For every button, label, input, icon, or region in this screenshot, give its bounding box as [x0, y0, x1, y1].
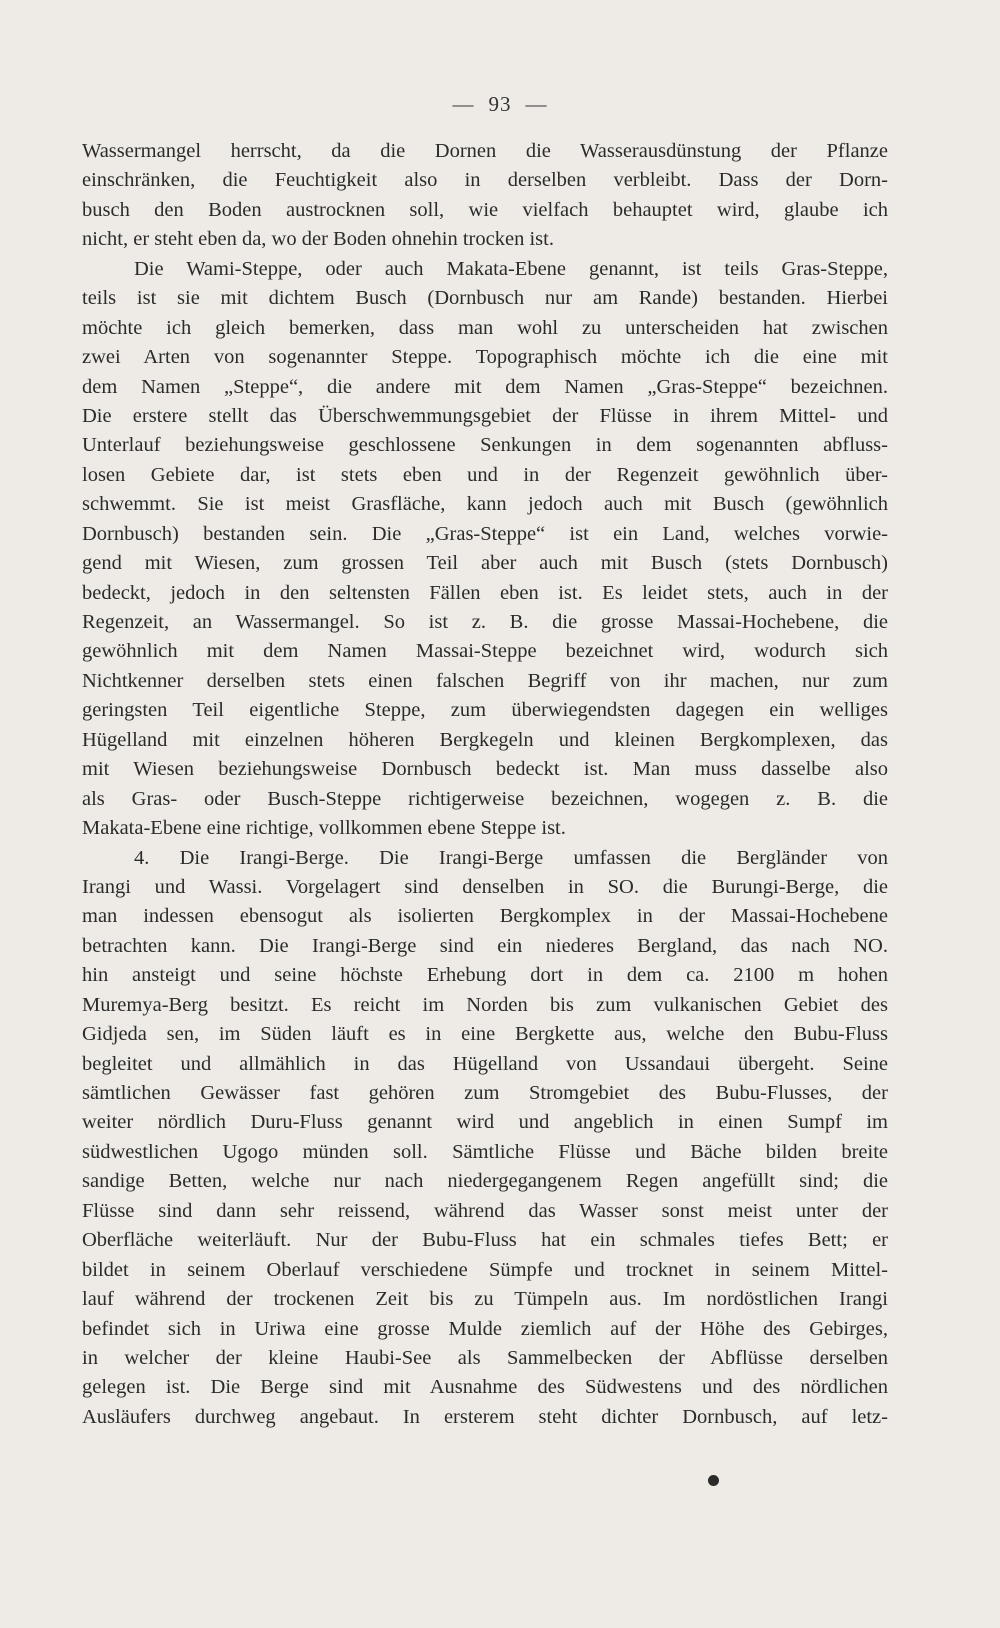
text-line: gewöhnlich mit dem Namen Massai-Steppe bezeichnet wird, wodurch sich: [82, 640, 888, 663]
text-line: losen Gebiete dar, ist stets eben und in der Regenzeit gewöhnlich über-: [82, 463, 888, 486]
bullet-dot-mark: [708, 1475, 719, 1486]
text-line: Gidjeda sen, im Süden läuft es in eine Bergkette aus, welche den Bubu-Fluss: [82, 1023, 888, 1046]
text-line: Flüsse sind dann sehr reissend, während das Wasser sonst meist unter der: [82, 1199, 888, 1222]
text-line: Ausläufers durchweg angebaut. In ersterem steht dichter Dornbusch, auf letz-: [82, 1405, 888, 1428]
text-line: nicht, er steht eben da, wo der Boden ohnehin trocken ist.: [82, 228, 554, 251]
text-line: Irangi und Wassi. Vorgelagert sind denselben in SO. die Burungi-Berge, die: [82, 875, 888, 898]
text-line: Makata-Ebene eine richtige, vollkommen ebene Steppe ist.: [82, 817, 566, 840]
text-line: man indessen ebensogut als isolierten Bergkomplex in der Massai-Hochebene: [82, 905, 888, 928]
text-line: als Gras- oder Busch-Steppe richtigerweise bezeichnen, wogegen z. B. die: [82, 787, 888, 810]
page-number-value: 93: [488, 92, 512, 116]
text-line: gend mit Wiesen, zum grossen Teil aber auch mit Busch (stets Dornbusch): [82, 552, 888, 575]
text-line: sandige Betten, welche nur nach niedergegangenem Regen angefüllt sind; die: [82, 1170, 888, 1193]
text-line: südwestlichen Ugogo münden soll. Sämtliche Flüsse und Bäche bilden breite: [82, 1140, 888, 1163]
text-line: zwei Arten von sogenannter Steppe. Topographisch möchte ich die eine mit: [82, 346, 888, 369]
text-line: begleitet und allmählich in das Hügelland von Ussandaui übergeht. Seine: [82, 1052, 888, 1075]
text-line: einschränken, die Feuchtigkeit also in derselben verbleibt. Dass der Dorn-: [82, 169, 888, 192]
text-line: Regenzeit, an Wassermangel. So ist z. B. die grosse Massai-Hochebene, die: [82, 611, 888, 633]
text-line: Die Wami-Steppe, oder auch Makata-Ebene genannt, ist teils Gras-Steppe,: [134, 257, 888, 280]
text-line: in welcher der kleine Haubi-See als Sammelbecken der Abflüsse derselben: [82, 1346, 888, 1369]
text-line: Muremya-Berg besitzt. Es reicht im Norden bis zum vulkanischen Gebiet des: [82, 993, 888, 1016]
text-line: Nichtkenner derselben stets einen falschen Begriff von ihr machen, nur zum: [82, 669, 888, 692]
text-line: busch den Boden austrocknen soll, wie vielfach behauptet wird, glaube ich: [82, 198, 888, 221]
text-line: bildet in seinem Oberlauf verschiedene Sümpfe und trocknet in seinem Mittel-: [82, 1258, 888, 1281]
text-line: Unterlauf beziehungsweise geschlossene Senkungen in dem sogenannten abfluss-: [82, 434, 888, 457]
text-line: hin ansteigt und seine höchste Erhebung dort in dem ca. 2100 m hohen: [82, 964, 888, 987]
text-line: bedeckt, jedoch in den seltensten Fällen eben ist. Es leidet stets, auch in der: [82, 581, 888, 604]
text-line: geringsten Teil eigentliche Steppe, zum überwiegendsten dagegen ein welliges: [82, 699, 888, 722]
text-line: befindet sich in Uriwa eine grosse Mulde ziemlich auf der Höhe des Gebirges,: [82, 1317, 888, 1340]
section-heading-line: 4. Die Irangi-Berge. Die Irangi-Berge umfassen die Bergländer von: [134, 846, 888, 869]
text-line: betrachten kann. Die Irangi-Berge sind ein niederes Bergland, das nach NO.: [82, 934, 888, 957]
text-line: Wassermangel herrscht, da die Dornen die Wasserausdünstung der Pflanze: [82, 140, 888, 162]
text-line: teils ist sie mit dichtem Busch (Dornbusch nur am Rande) bestanden. Hierbei: [82, 287, 888, 310]
text-line: gelegen ist. Die Berge sind mit Ausnahme des Südwestens und des nördlichen: [82, 1376, 888, 1399]
text-line: Oberfläche weiterläuft. Nur der Bubu-Fluss hat ein schmales tiefes Bett; er: [82, 1229, 888, 1252]
text-line: weiter nördlich Duru-Fluss genannt wird und angeblich in einen Sumpf im: [82, 1111, 888, 1134]
page-number: — 93 —: [452, 92, 548, 116]
body-text: [82, 137, 888, 1432]
text-line: lauf während der trockenen Zeit bis zu Tümpeln aus. Im nordöstlichen Irangi: [82, 1288, 888, 1311]
text-line: Die erstere stellt das Überschwemmungsgebiet der Flüsse in ihrem Mittel- und: [82, 404, 888, 427]
text-line: Hügelland mit einzelnen höheren Bergkegeln und kleinen Bergkomplexen, das: [82, 728, 888, 751]
text-line: Dornbusch) bestanden sein. Die „Gras-Steppe“ ist ein Land, welches vorwie-: [82, 522, 888, 545]
text-line: schwemmt. Sie ist meist Grasfläche, kann jedoch auch mit Busch (gewöhnlich: [82, 493, 888, 516]
text-line: möchte ich gleich bemerken, dass man wohl zu unterscheiden hat zwischen: [82, 316, 888, 339]
text-line: mit Wiesen beziehungsweise Dornbusch bedeckt ist. Man muss dasselbe also: [82, 758, 888, 781]
text-line: sämtlichen Gewässer fast gehören zum Stromgebiet des Bubu-Flusses, der: [82, 1082, 888, 1104]
text-line: dem Namen „Steppe“, die andere mit dem Namen „Gras-Steppe“ bezeichnen.: [82, 375, 888, 398]
